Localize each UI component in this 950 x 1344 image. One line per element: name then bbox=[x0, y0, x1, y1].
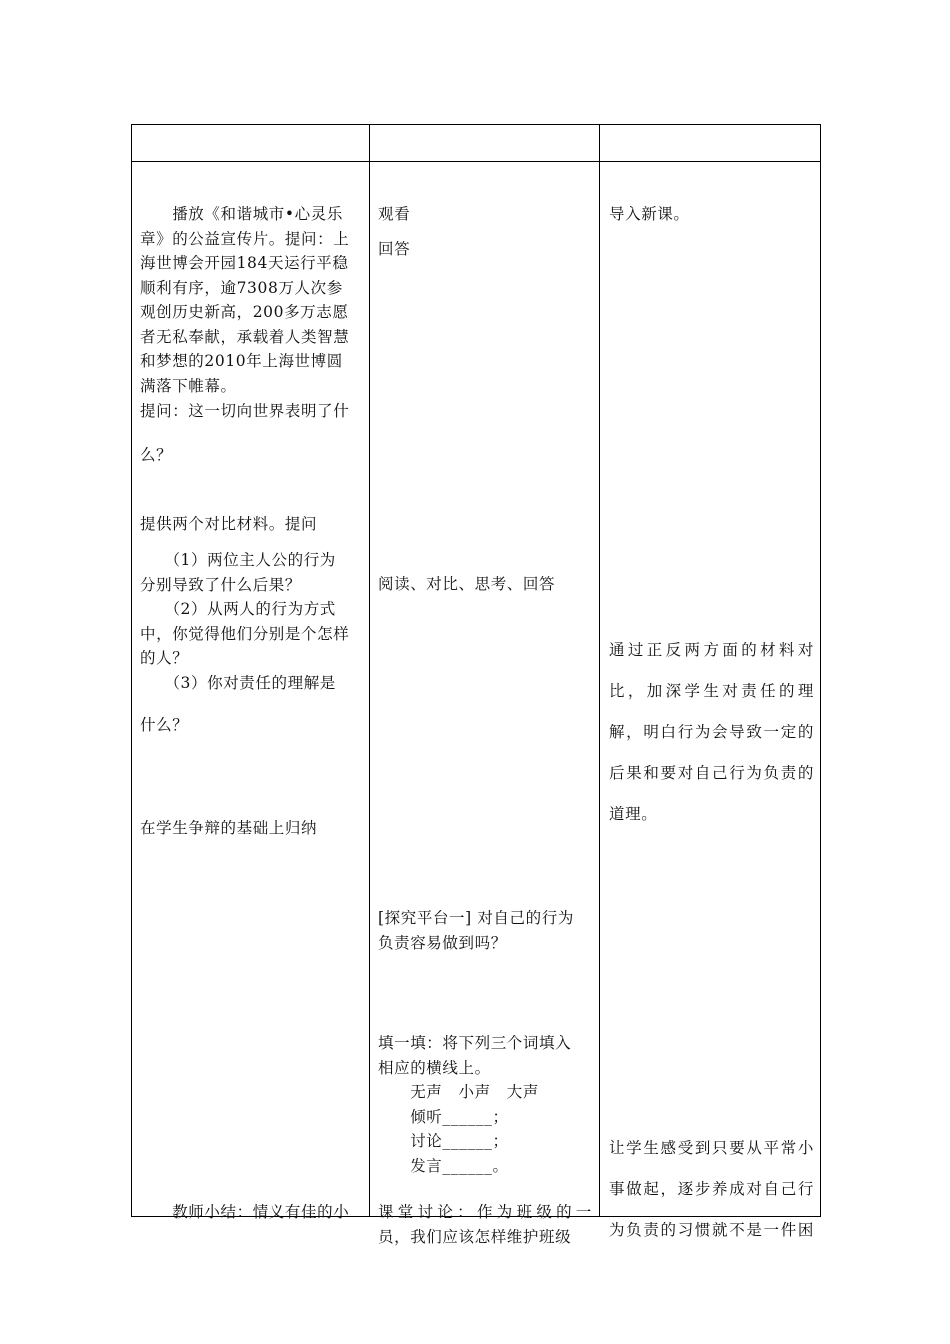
question-line: 提问：这一切向世界表明了什 bbox=[140, 402, 350, 420]
contrast-purpose-line: 后果和要对自己行为负责的 bbox=[609, 764, 814, 782]
question-2-line: 的人？ bbox=[140, 649, 189, 667]
question-2-line: （2）从两人的行为方式 bbox=[140, 600, 336, 618]
design-purpose-cell bbox=[600, 162, 821, 1239]
read-compare-text: 阅读、对比、思考、回答 bbox=[378, 575, 556, 593]
intro-line: 播放《和谐城市•心灵乐 bbox=[140, 205, 343, 223]
question-2-line: 中，你觉得他们分别是个怎样 bbox=[140, 624, 350, 643]
contrast-purpose-line: 通过正反两方面的材料对 bbox=[609, 641, 814, 659]
fill-blank-discuss: 讨论______； bbox=[378, 1132, 509, 1150]
table-header-row bbox=[132, 125, 821, 162]
habit-purpose-line: 让学生感受到只要从平常小 bbox=[609, 1139, 814, 1157]
intro-line: 者无私奉献，承载着人类智慧 bbox=[140, 327, 350, 346]
answer-text: 回答 bbox=[378, 240, 411, 258]
materials-prompt: 提供两个对比材料。提问 bbox=[140, 515, 318, 533]
class-discussion-line: 员，我们应该怎样维护班级 bbox=[378, 1227, 572, 1246]
header-cell-activity bbox=[132, 125, 370, 162]
question-3-line: （3）你对责任的理解是 bbox=[140, 674, 336, 692]
intro-line: 海世博会开园184天运行平稳 bbox=[140, 254, 349, 272]
fill-blank-speak: 发言______。 bbox=[378, 1156, 509, 1175]
table-body-row bbox=[132, 162, 821, 1217]
fill-blank-listen: 倾听______； bbox=[378, 1107, 509, 1126]
intro-line: 观创历史新高，200多万志愿 bbox=[140, 303, 349, 321]
header-cell-student bbox=[370, 125, 600, 162]
contrast-purpose-line: 道理。 bbox=[609, 805, 658, 823]
watch-text: 观看 bbox=[378, 205, 411, 223]
intro-line: 满落下帷幕。 bbox=[140, 376, 237, 395]
teacher-summary-line: 教师小结：情义有佳的小 bbox=[140, 1203, 350, 1221]
header-cell-purpose bbox=[600, 125, 821, 162]
explore-platform-line: 负责容易做到吗？ bbox=[378, 933, 507, 952]
fill-in-line: 填一填：将下列三个词填入 bbox=[378, 1034, 572, 1052]
question-3-line: 什么？ bbox=[140, 716, 189, 734]
intro-line: 章》的公益宣传片。提问：上 bbox=[140, 229, 350, 248]
question-1-line: （1）两位主人公的行为 bbox=[140, 551, 336, 569]
habit-purpose-line: 事做起，逐步养成对自己行 bbox=[609, 1180, 814, 1198]
class-discussion-line: 课堂讨论：作为班级的一 bbox=[378, 1203, 592, 1221]
word-choices: 无声 小声 大声 bbox=[378, 1083, 540, 1101]
explore-platform-line: [探究平台一] 对自己的行为 bbox=[378, 909, 574, 927]
habit-purpose-line: 为负责的习惯就不是一件困 bbox=[609, 1221, 814, 1239]
student-activity-cell bbox=[370, 162, 600, 1246]
question-1-line: 分别导致了什么后果？ bbox=[140, 575, 302, 594]
lesson-plan-table bbox=[131, 124, 821, 1246]
intro-line: 和梦想的2010年上海世博圆 bbox=[140, 352, 343, 370]
teacher-activity-cell bbox=[132, 162, 370, 1221]
contrast-purpose-line: 比，加深学生对责任的理 bbox=[609, 682, 814, 700]
summarize-note: 在学生争辩的基础上归纳 bbox=[140, 819, 318, 837]
fill-in-line: 相应的横线上。 bbox=[378, 1058, 491, 1077]
intro-purpose: 导入新课。 bbox=[609, 205, 690, 223]
intro-line: 顺利有序，逾7308万人次参 bbox=[140, 278, 343, 297]
question-line: 么？ bbox=[140, 446, 173, 464]
contrast-purpose-line: 解，明白行为会导致一定的 bbox=[609, 723, 814, 741]
